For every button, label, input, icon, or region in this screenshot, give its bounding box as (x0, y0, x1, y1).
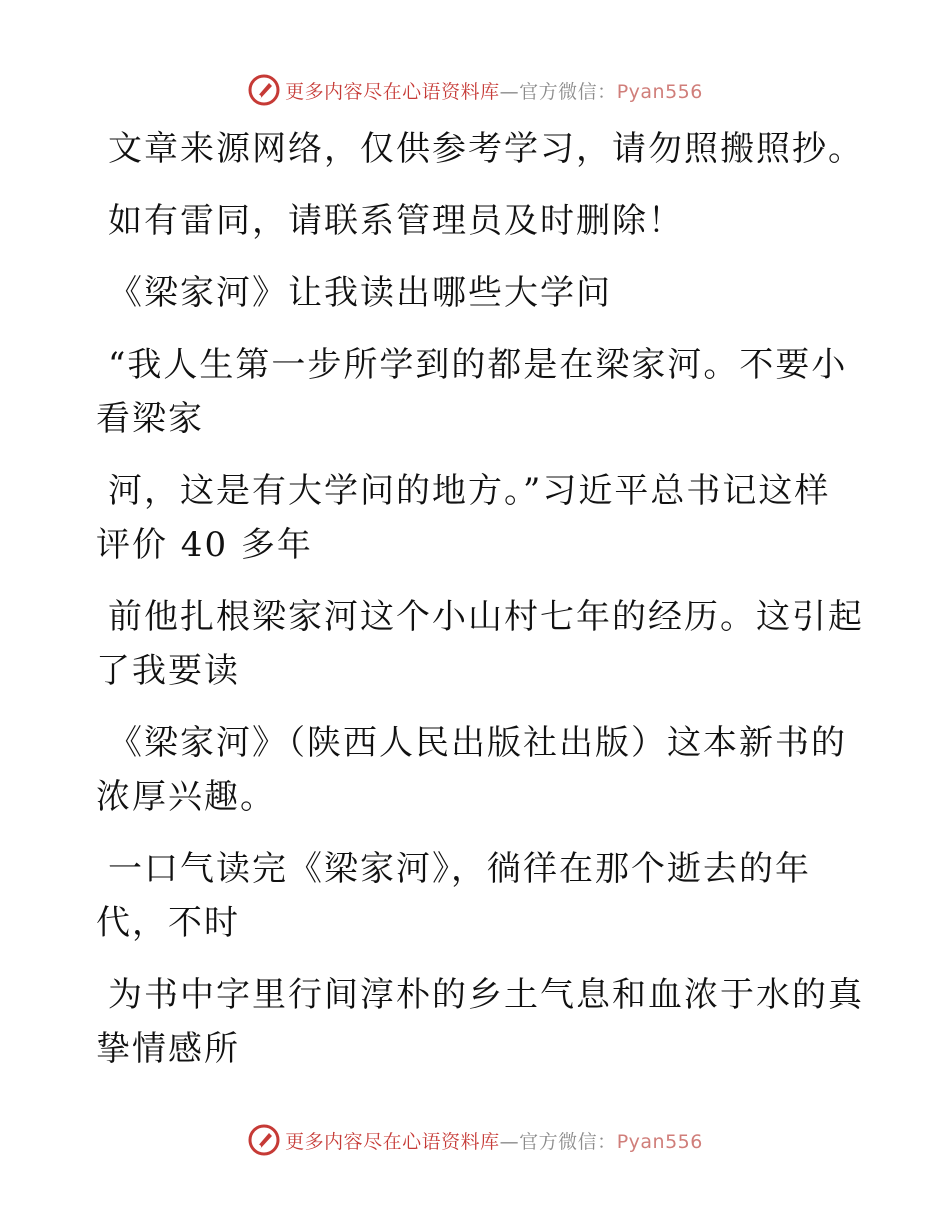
brand-logo-icon (247, 1123, 281, 1157)
paragraph (96, 464, 836, 572)
paragraph-line: 一口气读完《梁家河》，徜徉在那个逝去的年 (108, 849, 811, 889)
banner-handle: Pyan556 (616, 1130, 703, 1153)
paragraph-line-wrap: 代，不时 (96, 903, 240, 943)
paragraph-line: “我人生第一步所学到的都是在梁家河。不要小 (108, 345, 848, 385)
banner-brand: 更多内容尽在心语资料库 (285, 80, 500, 103)
header-banner (0, 70, 950, 110)
document-title (96, 266, 836, 320)
banner-text (285, 1127, 703, 1154)
paragraph-line: 如有雷同，请联系管理员及时删除！ (108, 201, 684, 241)
paragraph (96, 842, 836, 950)
banner-brand: 更多内容尽在心语资料库 (285, 1130, 500, 1153)
paragraph-line: 前他扎根梁家河这个小山村七年的经历。这引起 (108, 597, 864, 637)
paragraph-line-wrap: 评价 40 多年 (96, 525, 313, 565)
banner-handle: Pyan556 (616, 80, 703, 103)
paragraph-line: 文章来源网络，仅供参考学习，请勿照搬照抄。 (108, 129, 864, 169)
document-body (96, 122, 864, 1094)
paragraph (96, 968, 864, 1076)
paragraph-line-wrap: 浓厚兴趣。 (96, 777, 276, 817)
banner-wechat-label: 官方微信： (519, 1130, 617, 1153)
paragraph (96, 716, 847, 824)
paragraph-line: 为书中字里行间淳朴的乡土气息和血浓于水的真 (108, 975, 864, 1015)
banner-text (285, 77, 703, 104)
banner-separator: — (499, 80, 520, 103)
paragraph-line: 《梁家河》（陕西人民出版社出版）这本新书的 (108, 723, 847, 763)
paragraph (96, 122, 864, 176)
paragraph (96, 194, 836, 248)
paragraph-line-wrap: 挚情感所 (96, 1029, 240, 1069)
banner-separator: — (499, 1130, 520, 1153)
paragraph-line-wrap: 了我要读 (96, 651, 240, 691)
banner-wechat-label: 官方微信： (519, 80, 617, 103)
paragraph-line: 《梁家河》让我读出哪些大学问 (108, 273, 612, 313)
brand-logo-icon (247, 73, 281, 107)
paragraph (96, 590, 864, 698)
footer-banner (0, 1120, 950, 1160)
paragraph-line: 河，这是有大学问的地方。”习近平总书记这样 (108, 471, 831, 511)
paragraph-line-wrap: 看梁家 (96, 399, 204, 439)
paragraph (96, 338, 848, 446)
